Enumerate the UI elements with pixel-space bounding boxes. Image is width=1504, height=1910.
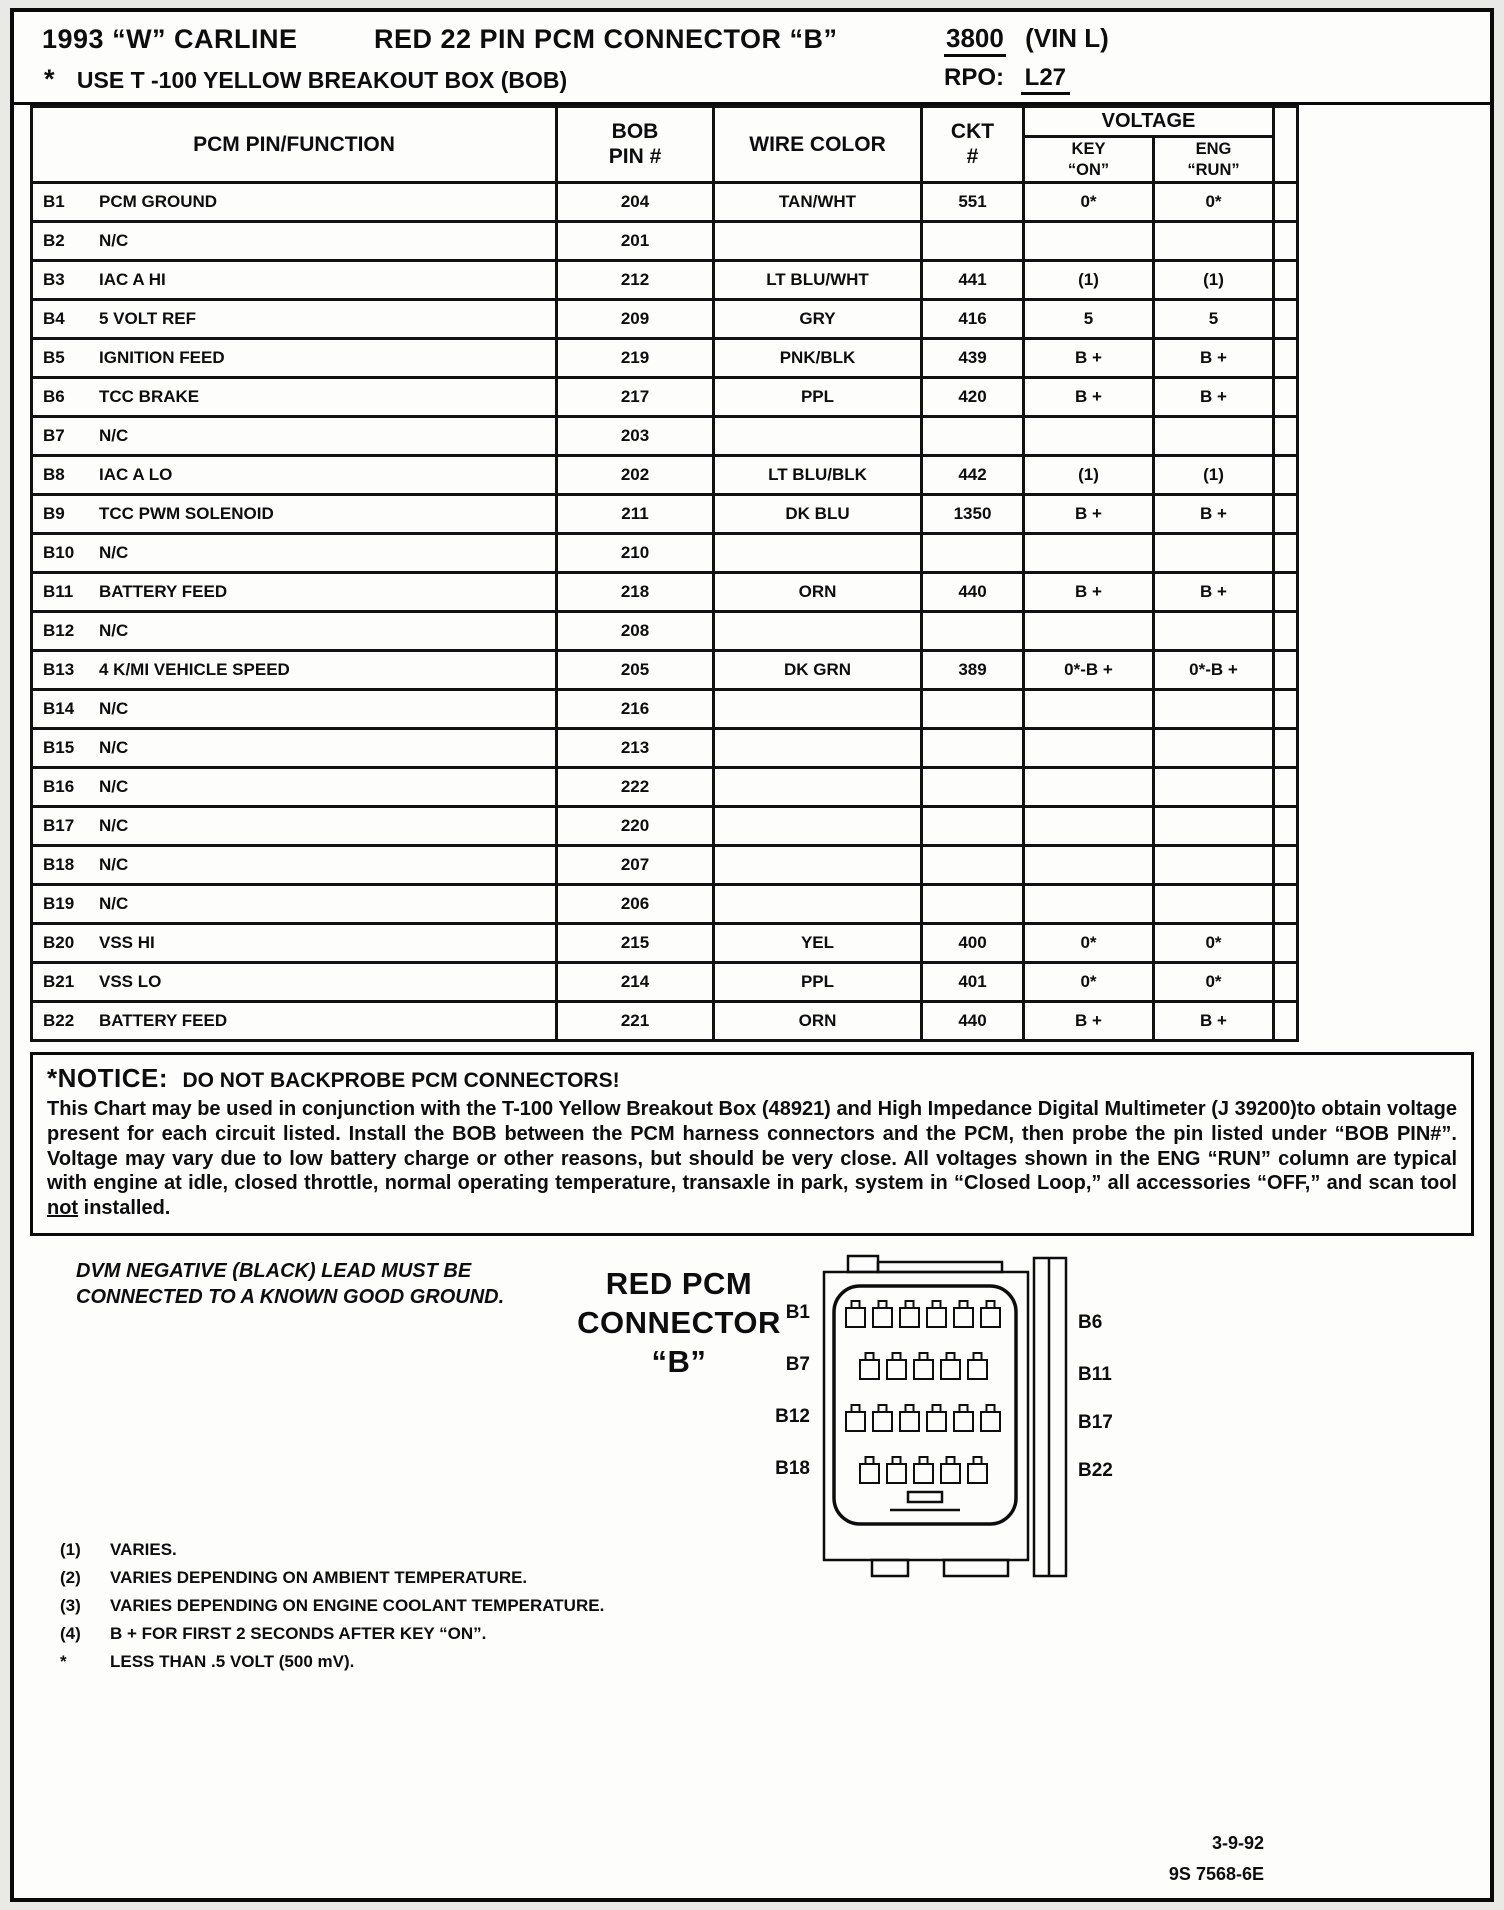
spacer-cell bbox=[1274, 768, 1298, 807]
eng-run-cell: 0*-B + bbox=[1154, 651, 1274, 690]
pin-function-cell bbox=[32, 534, 557, 573]
pin-id: B21 bbox=[43, 972, 75, 991]
bob-pin-cell: 214 bbox=[557, 963, 714, 1002]
table-row bbox=[32, 807, 1298, 846]
pin-function: VSS HI bbox=[99, 933, 155, 952]
spacer-cell bbox=[1274, 300, 1298, 339]
eng-run-cell bbox=[1154, 222, 1274, 261]
wire-color-cell: DK GRN bbox=[714, 651, 922, 690]
eng-run-cell: 0* bbox=[1154, 963, 1274, 1002]
lower-section bbox=[14, 1236, 1490, 1884]
connector-caption: RED PCM CONNECTOR “B” bbox=[577, 1265, 781, 1380]
pin-function: N/C bbox=[99, 816, 129, 835]
pin-function-cell bbox=[32, 495, 557, 534]
pin-id: B8 bbox=[43, 465, 65, 484]
key-on-cell: 5 bbox=[1024, 300, 1154, 339]
key-on-cell: 0* bbox=[1024, 183, 1154, 222]
eng-run-cell: B + bbox=[1154, 339, 1274, 378]
subtitle-text: USE T -100 YELLOW BREAKOUT BOX (BOB) bbox=[76, 67, 568, 93]
ckt-cell bbox=[922, 768, 1024, 807]
ckt-cell bbox=[922, 534, 1024, 573]
bob-pin-cell: 216 bbox=[557, 690, 714, 729]
ckt-cell: 416 bbox=[922, 300, 1024, 339]
key-on-cell: (1) bbox=[1024, 456, 1154, 495]
pin-id: B2 bbox=[43, 231, 65, 250]
eng-run-cell bbox=[1154, 885, 1274, 924]
rpo-label: RPO: bbox=[944, 64, 1004, 91]
ckt-cell: 400 bbox=[922, 924, 1024, 963]
pin-function: VSS LO bbox=[99, 972, 162, 991]
wire-color-cell bbox=[714, 807, 922, 846]
key-on-cell bbox=[1024, 885, 1154, 924]
pin-function-cell bbox=[32, 885, 557, 924]
spacer-cell bbox=[1274, 534, 1298, 573]
spacer-cell bbox=[1274, 963, 1298, 1002]
table-row bbox=[32, 924, 1298, 963]
eng-run-cell: (1) bbox=[1154, 456, 1274, 495]
eng-run-cell bbox=[1154, 690, 1274, 729]
bob-pin-cell: 205 bbox=[557, 651, 714, 690]
col-header-ckt: CKT # bbox=[922, 107, 1024, 183]
pin-id: B20 bbox=[43, 933, 75, 952]
table-row bbox=[32, 690, 1298, 729]
bob-pin-cell: 202 bbox=[557, 456, 714, 495]
table-row bbox=[32, 885, 1298, 924]
key-on-cell: 0* bbox=[1024, 963, 1154, 1002]
pin-id: B1 bbox=[43, 192, 65, 211]
key-on-cell bbox=[1024, 534, 1154, 573]
bob-pin-cell: 210 bbox=[557, 534, 714, 573]
ckt-cell bbox=[922, 846, 1024, 885]
bob-pin-cell: 211 bbox=[557, 495, 714, 534]
spacer-cell bbox=[1274, 690, 1298, 729]
pin-function: N/C bbox=[99, 231, 129, 250]
engine-designation bbox=[944, 23, 1109, 54]
table-row bbox=[32, 495, 1298, 534]
pin-function-cell bbox=[32, 456, 557, 495]
ckt-cell bbox=[922, 729, 1024, 768]
pin-function: N/C bbox=[99, 426, 129, 445]
eng-run-cell: B + bbox=[1154, 1002, 1274, 1041]
table-row bbox=[32, 612, 1298, 651]
eng-run-cell bbox=[1154, 534, 1274, 573]
bob-pin-cell: 208 bbox=[557, 612, 714, 651]
bob-pin-cell: 206 bbox=[557, 885, 714, 924]
footnote-star: * LESS THAN .5 VOLT (500 mV). bbox=[60, 1652, 355, 1672]
ckt-cell: 420 bbox=[922, 378, 1024, 417]
pin-function-cell bbox=[32, 1002, 557, 1041]
eng-run-cell: B + bbox=[1154, 573, 1274, 612]
eng-run-cell: (1) bbox=[1154, 261, 1274, 300]
key-on-cell bbox=[1024, 417, 1154, 456]
pin-label-b22: B22 bbox=[1078, 1459, 1113, 1481]
table-row bbox=[32, 573, 1298, 612]
wire-color-cell: PNK/BLK bbox=[714, 339, 922, 378]
pin-function-cell bbox=[32, 417, 557, 456]
wire-color-cell: PPL bbox=[714, 378, 922, 417]
eng-run-cell bbox=[1154, 612, 1274, 651]
engine-vin: (VIN L) bbox=[1025, 23, 1109, 53]
pin-function-cell bbox=[32, 222, 557, 261]
key-on-cell bbox=[1024, 807, 1154, 846]
notice-headline: DO NOT BACKPROBE PCM CONNECTORS! bbox=[182, 1069, 620, 1092]
spacer-cell bbox=[1274, 456, 1298, 495]
document-info bbox=[1054, 1828, 1264, 1889]
pin-function: BATTERY FEED bbox=[99, 582, 228, 601]
pin-function: TCC PWM SOLENOID bbox=[99, 504, 274, 523]
wire-color-cell bbox=[714, 222, 922, 261]
wire-color-cell bbox=[714, 768, 922, 807]
wire-color-cell: ORN bbox=[714, 573, 922, 612]
wire-color-cell bbox=[714, 885, 922, 924]
notice-headline-row bbox=[47, 1063, 1457, 1094]
table-row bbox=[32, 846, 1298, 885]
wire-color-cell: TAN/WHT bbox=[714, 183, 922, 222]
key-on-cell bbox=[1024, 612, 1154, 651]
pin-function: 4 K/MI VEHICLE SPEED bbox=[99, 660, 290, 679]
ckt-cell: 1350 bbox=[922, 495, 1024, 534]
key-on-cell: (1) bbox=[1024, 261, 1154, 300]
pcm-pin-table bbox=[30, 105, 1299, 1042]
document-number: 9S 7568-6E bbox=[1168, 1863, 1264, 1884]
pin-function: IAC A HI bbox=[99, 270, 166, 289]
connector-diagram bbox=[820, 1254, 1070, 1594]
key-on-cell bbox=[1024, 729, 1154, 768]
spacer-cell bbox=[1274, 612, 1298, 651]
rpo-designation bbox=[944, 64, 1070, 92]
pin-id: B15 bbox=[43, 738, 75, 757]
pin-id: B5 bbox=[43, 348, 65, 367]
col-header-voltage: VOLTAGE bbox=[1024, 107, 1274, 137]
bob-pin-cell: 213 bbox=[557, 729, 714, 768]
footnote-1: (1) VARIES. bbox=[60, 1539, 177, 1559]
key-on-cell: 0* bbox=[1024, 924, 1154, 963]
asterisk-mark: * bbox=[44, 64, 55, 94]
pin-function: N/C bbox=[99, 894, 129, 913]
wire-color-cell: ORN bbox=[714, 1002, 922, 1041]
wire-color-cell bbox=[714, 417, 922, 456]
pin-id: B3 bbox=[43, 270, 65, 289]
ckt-cell: 442 bbox=[922, 456, 1024, 495]
notice-title: *NOTICE: bbox=[47, 1063, 168, 1093]
eng-run-cell bbox=[1154, 768, 1274, 807]
wire-color-cell: PPL bbox=[714, 963, 922, 1002]
ckt-cell: 551 bbox=[922, 183, 1024, 222]
dvm-ground-note: DVM NEGATIVE (BLACK) LEAD MUST BE CONNECTED TO A KNOWN GOOD GROUND. bbox=[76, 1259, 505, 1308]
pin-id: B9 bbox=[43, 504, 65, 523]
spacer-cell bbox=[1274, 339, 1298, 378]
wire-color-cell: LT BLU/WHT bbox=[714, 261, 922, 300]
pin-label-b7: B7 bbox=[785, 1353, 810, 1375]
spacer-cell bbox=[1274, 417, 1298, 456]
bob-pin-cell: 212 bbox=[557, 261, 714, 300]
pin-function: BATTERY FEED bbox=[99, 1011, 228, 1030]
bob-pin-cell: 221 bbox=[557, 1002, 714, 1041]
table-row bbox=[32, 222, 1298, 261]
bob-pin-cell: 217 bbox=[557, 378, 714, 417]
spacer-cell bbox=[1274, 1002, 1298, 1041]
pin-label-b17: B17 bbox=[1078, 1411, 1113, 1433]
pin-label-b11: B11 bbox=[1078, 1363, 1112, 1385]
table-row bbox=[32, 300, 1298, 339]
footnote-2: (2) VARIES DEPENDING ON AMBIENT TEMPERATURE. bbox=[60, 1568, 528, 1588]
pin-function-cell bbox=[32, 261, 557, 300]
eng-run-cell: B + bbox=[1154, 495, 1274, 534]
wire-color-cell bbox=[714, 690, 922, 729]
pin-function: 5 VOLT REF bbox=[99, 309, 196, 328]
key-on-cell bbox=[1024, 768, 1154, 807]
wire-color-cell: LT BLU/BLK bbox=[714, 456, 922, 495]
key-on-cell: B + bbox=[1024, 1002, 1154, 1041]
key-on-cell bbox=[1024, 222, 1154, 261]
bob-pin-cell: 219 bbox=[557, 339, 714, 378]
eng-run-cell: 0* bbox=[1154, 924, 1274, 963]
key-on-cell bbox=[1024, 846, 1154, 885]
pin-id: B13 bbox=[43, 660, 75, 679]
rpo-value: L27 bbox=[1021, 64, 1070, 95]
wire-color-cell: DK BLU bbox=[714, 495, 922, 534]
ckt-cell: 439 bbox=[922, 339, 1024, 378]
page-title-carline: 1993 “W” CARLINE bbox=[42, 24, 298, 54]
page-title-connector: RED 22 PIN PCM CONNECTOR “B” bbox=[374, 24, 838, 54]
pin-function: N/C bbox=[99, 855, 129, 874]
pin-id: B14 bbox=[43, 699, 75, 718]
pin-function: IGNITION FEED bbox=[99, 348, 225, 367]
pin-function: IAC A LO bbox=[99, 465, 173, 484]
spacer-cell bbox=[1274, 885, 1298, 924]
pin-function-cell bbox=[32, 300, 557, 339]
ckt-cell: 401 bbox=[922, 963, 1024, 1002]
table-row bbox=[32, 534, 1298, 573]
table-row bbox=[32, 768, 1298, 807]
pin-id: B22 bbox=[43, 1011, 75, 1030]
spacer-cell bbox=[1274, 807, 1298, 846]
notice-box bbox=[30, 1052, 1474, 1236]
engine-number: 3800 bbox=[944, 23, 1006, 57]
pin-function: N/C bbox=[99, 543, 129, 562]
bob-pin-cell: 222 bbox=[557, 768, 714, 807]
spacer-cell bbox=[1274, 573, 1298, 612]
ckt-cell bbox=[922, 690, 1024, 729]
pin-id: B6 bbox=[43, 387, 65, 406]
wire-color-cell: GRY bbox=[714, 300, 922, 339]
eng-run-cell: B + bbox=[1154, 378, 1274, 417]
pin-id: B7 bbox=[43, 426, 65, 445]
footnote-4: (4) B + FOR FIRST 2 SECONDS AFTER KEY “ON”. bbox=[60, 1624, 487, 1644]
eng-run-cell: 5 bbox=[1154, 300, 1274, 339]
col-header-pin-function: PCM PIN/FUNCTION bbox=[32, 107, 557, 183]
table-row bbox=[32, 1002, 1298, 1041]
pin-id: B10 bbox=[43, 543, 75, 562]
bob-pin-cell: 203 bbox=[557, 417, 714, 456]
connector-figure bbox=[775, 1254, 1113, 1594]
pin-label-b18: B18 bbox=[775, 1457, 810, 1479]
pin-id: B18 bbox=[43, 855, 75, 874]
pin-function: N/C bbox=[99, 777, 129, 796]
connector-pin-grid bbox=[846, 1301, 1000, 1483]
spacer-cell bbox=[1274, 183, 1298, 222]
eng-run-cell bbox=[1154, 807, 1274, 846]
table-row bbox=[32, 183, 1298, 222]
key-on-cell: 0*-B + bbox=[1024, 651, 1154, 690]
pin-id: B4 bbox=[43, 309, 65, 328]
bob-pin-cell: 220 bbox=[557, 807, 714, 846]
ckt-cell bbox=[922, 807, 1024, 846]
document-date: 3-9-92 bbox=[1211, 1832, 1264, 1853]
pin-function-cell bbox=[32, 729, 557, 768]
pin-label-b12: B12 bbox=[775, 1405, 810, 1427]
pin-label-b1: B1 bbox=[785, 1301, 810, 1323]
eng-run-cell bbox=[1154, 417, 1274, 456]
pin-function: N/C bbox=[99, 699, 129, 718]
key-on-cell: B + bbox=[1024, 339, 1154, 378]
table-row bbox=[32, 417, 1298, 456]
pin-function-cell bbox=[32, 339, 557, 378]
bob-pin-cell: 201 bbox=[557, 222, 714, 261]
header bbox=[14, 12, 1490, 105]
pin-id: B17 bbox=[43, 816, 75, 835]
notice-body: This Chart may be used in conjunction with the T-100 Yellow Breakout Box (48921) and High Impedance Digital Multimeter (J 39200)to obtain voltage present for each circuit listed. Install the BOB between the PCM harness connectors and the PCM, then probe the pin listed under “BOB PIN#”. Voltage may vary due to low battery charge or other reasons, but should be very close. All voltages shown in the ENG “RUN” column are typical with engine at idle, closed throttle, normal operating temperature, transaxle in park, system in “Closed Loop,” all accessories “OFF,” and scan tool not installed. bbox=[47, 1098, 1457, 1220]
pin-function-cell bbox=[32, 963, 557, 1002]
pin-function-cell bbox=[32, 612, 557, 651]
pin-function-cell bbox=[32, 924, 557, 963]
table-row bbox=[32, 339, 1298, 378]
pin-function-cell bbox=[32, 573, 557, 612]
table-row bbox=[32, 261, 1298, 300]
pin-function: N/C bbox=[99, 738, 129, 757]
pin-function-cell bbox=[32, 183, 557, 222]
spacer-cell bbox=[1274, 495, 1298, 534]
table-row bbox=[32, 963, 1298, 1002]
table-row bbox=[32, 729, 1298, 768]
ckt-cell: 441 bbox=[922, 261, 1024, 300]
pin-function-cell bbox=[32, 807, 557, 846]
ckt-cell bbox=[922, 222, 1024, 261]
wire-color-cell bbox=[714, 846, 922, 885]
pin-function-cell bbox=[32, 378, 557, 417]
ckt-cell: 389 bbox=[922, 651, 1024, 690]
key-on-cell: B + bbox=[1024, 378, 1154, 417]
col-header-eng-run: ENG “RUN” bbox=[1154, 137, 1274, 183]
pin-function-cell bbox=[32, 768, 557, 807]
spacer-cell bbox=[1274, 729, 1298, 768]
ckt-cell: 440 bbox=[922, 573, 1024, 612]
col-header-bob-pin: BOB PIN # bbox=[557, 107, 714, 183]
col-header-spacer bbox=[1274, 107, 1298, 183]
ckt-cell bbox=[922, 417, 1024, 456]
spacer-cell bbox=[1274, 222, 1298, 261]
wire-color-cell bbox=[714, 612, 922, 651]
pin-function: N/C bbox=[99, 621, 129, 640]
table-row bbox=[32, 378, 1298, 417]
bob-pin-cell: 204 bbox=[557, 183, 714, 222]
pin-id: B11 bbox=[43, 582, 74, 601]
pin-function-cell bbox=[32, 846, 557, 885]
subtitle bbox=[44, 64, 567, 95]
spacer-cell bbox=[1274, 924, 1298, 963]
pin-function-cell bbox=[32, 690, 557, 729]
pin-id: B12 bbox=[43, 621, 75, 640]
col-header-wire-color: WIRE COLOR bbox=[714, 107, 922, 183]
pin-function: TCC BRAKE bbox=[99, 387, 200, 406]
wire-color-cell bbox=[714, 729, 922, 768]
spacer-cell bbox=[1274, 378, 1298, 417]
ckt-cell: 440 bbox=[922, 1002, 1024, 1041]
pin-id: B19 bbox=[43, 894, 75, 913]
pin-function-cell bbox=[32, 651, 557, 690]
eng-run-cell bbox=[1154, 846, 1274, 885]
pin-function: PCM GROUND bbox=[99, 192, 218, 211]
bob-pin-cell: 218 bbox=[557, 573, 714, 612]
page-frame bbox=[10, 8, 1494, 1902]
pin-label-b6: B6 bbox=[1078, 1311, 1103, 1333]
footnote-3: (3) VARIES DEPENDING ON ENGINE COOLANT TEMPERATURE. bbox=[60, 1596, 605, 1616]
col-header-key-on: KEY “ON” bbox=[1024, 137, 1154, 183]
bob-pin-cell: 209 bbox=[557, 300, 714, 339]
wire-color-cell: YEL bbox=[714, 924, 922, 963]
bob-pin-cell: 215 bbox=[557, 924, 714, 963]
eng-run-cell: 0* bbox=[1154, 183, 1274, 222]
spacer-cell bbox=[1274, 651, 1298, 690]
ckt-cell bbox=[922, 885, 1024, 924]
bob-pin-cell: 207 bbox=[557, 846, 714, 885]
spacer-cell bbox=[1274, 846, 1298, 885]
footnote-legend bbox=[60, 1536, 604, 1676]
spacer-cell bbox=[1274, 261, 1298, 300]
ckt-cell bbox=[922, 612, 1024, 651]
eng-run-cell bbox=[1154, 729, 1274, 768]
table-row bbox=[32, 456, 1298, 495]
wire-color-cell bbox=[714, 534, 922, 573]
pin-id: B16 bbox=[43, 777, 75, 796]
key-on-cell bbox=[1024, 690, 1154, 729]
table-row bbox=[32, 651, 1298, 690]
key-on-cell: B + bbox=[1024, 495, 1154, 534]
key-on-cell: B + bbox=[1024, 573, 1154, 612]
